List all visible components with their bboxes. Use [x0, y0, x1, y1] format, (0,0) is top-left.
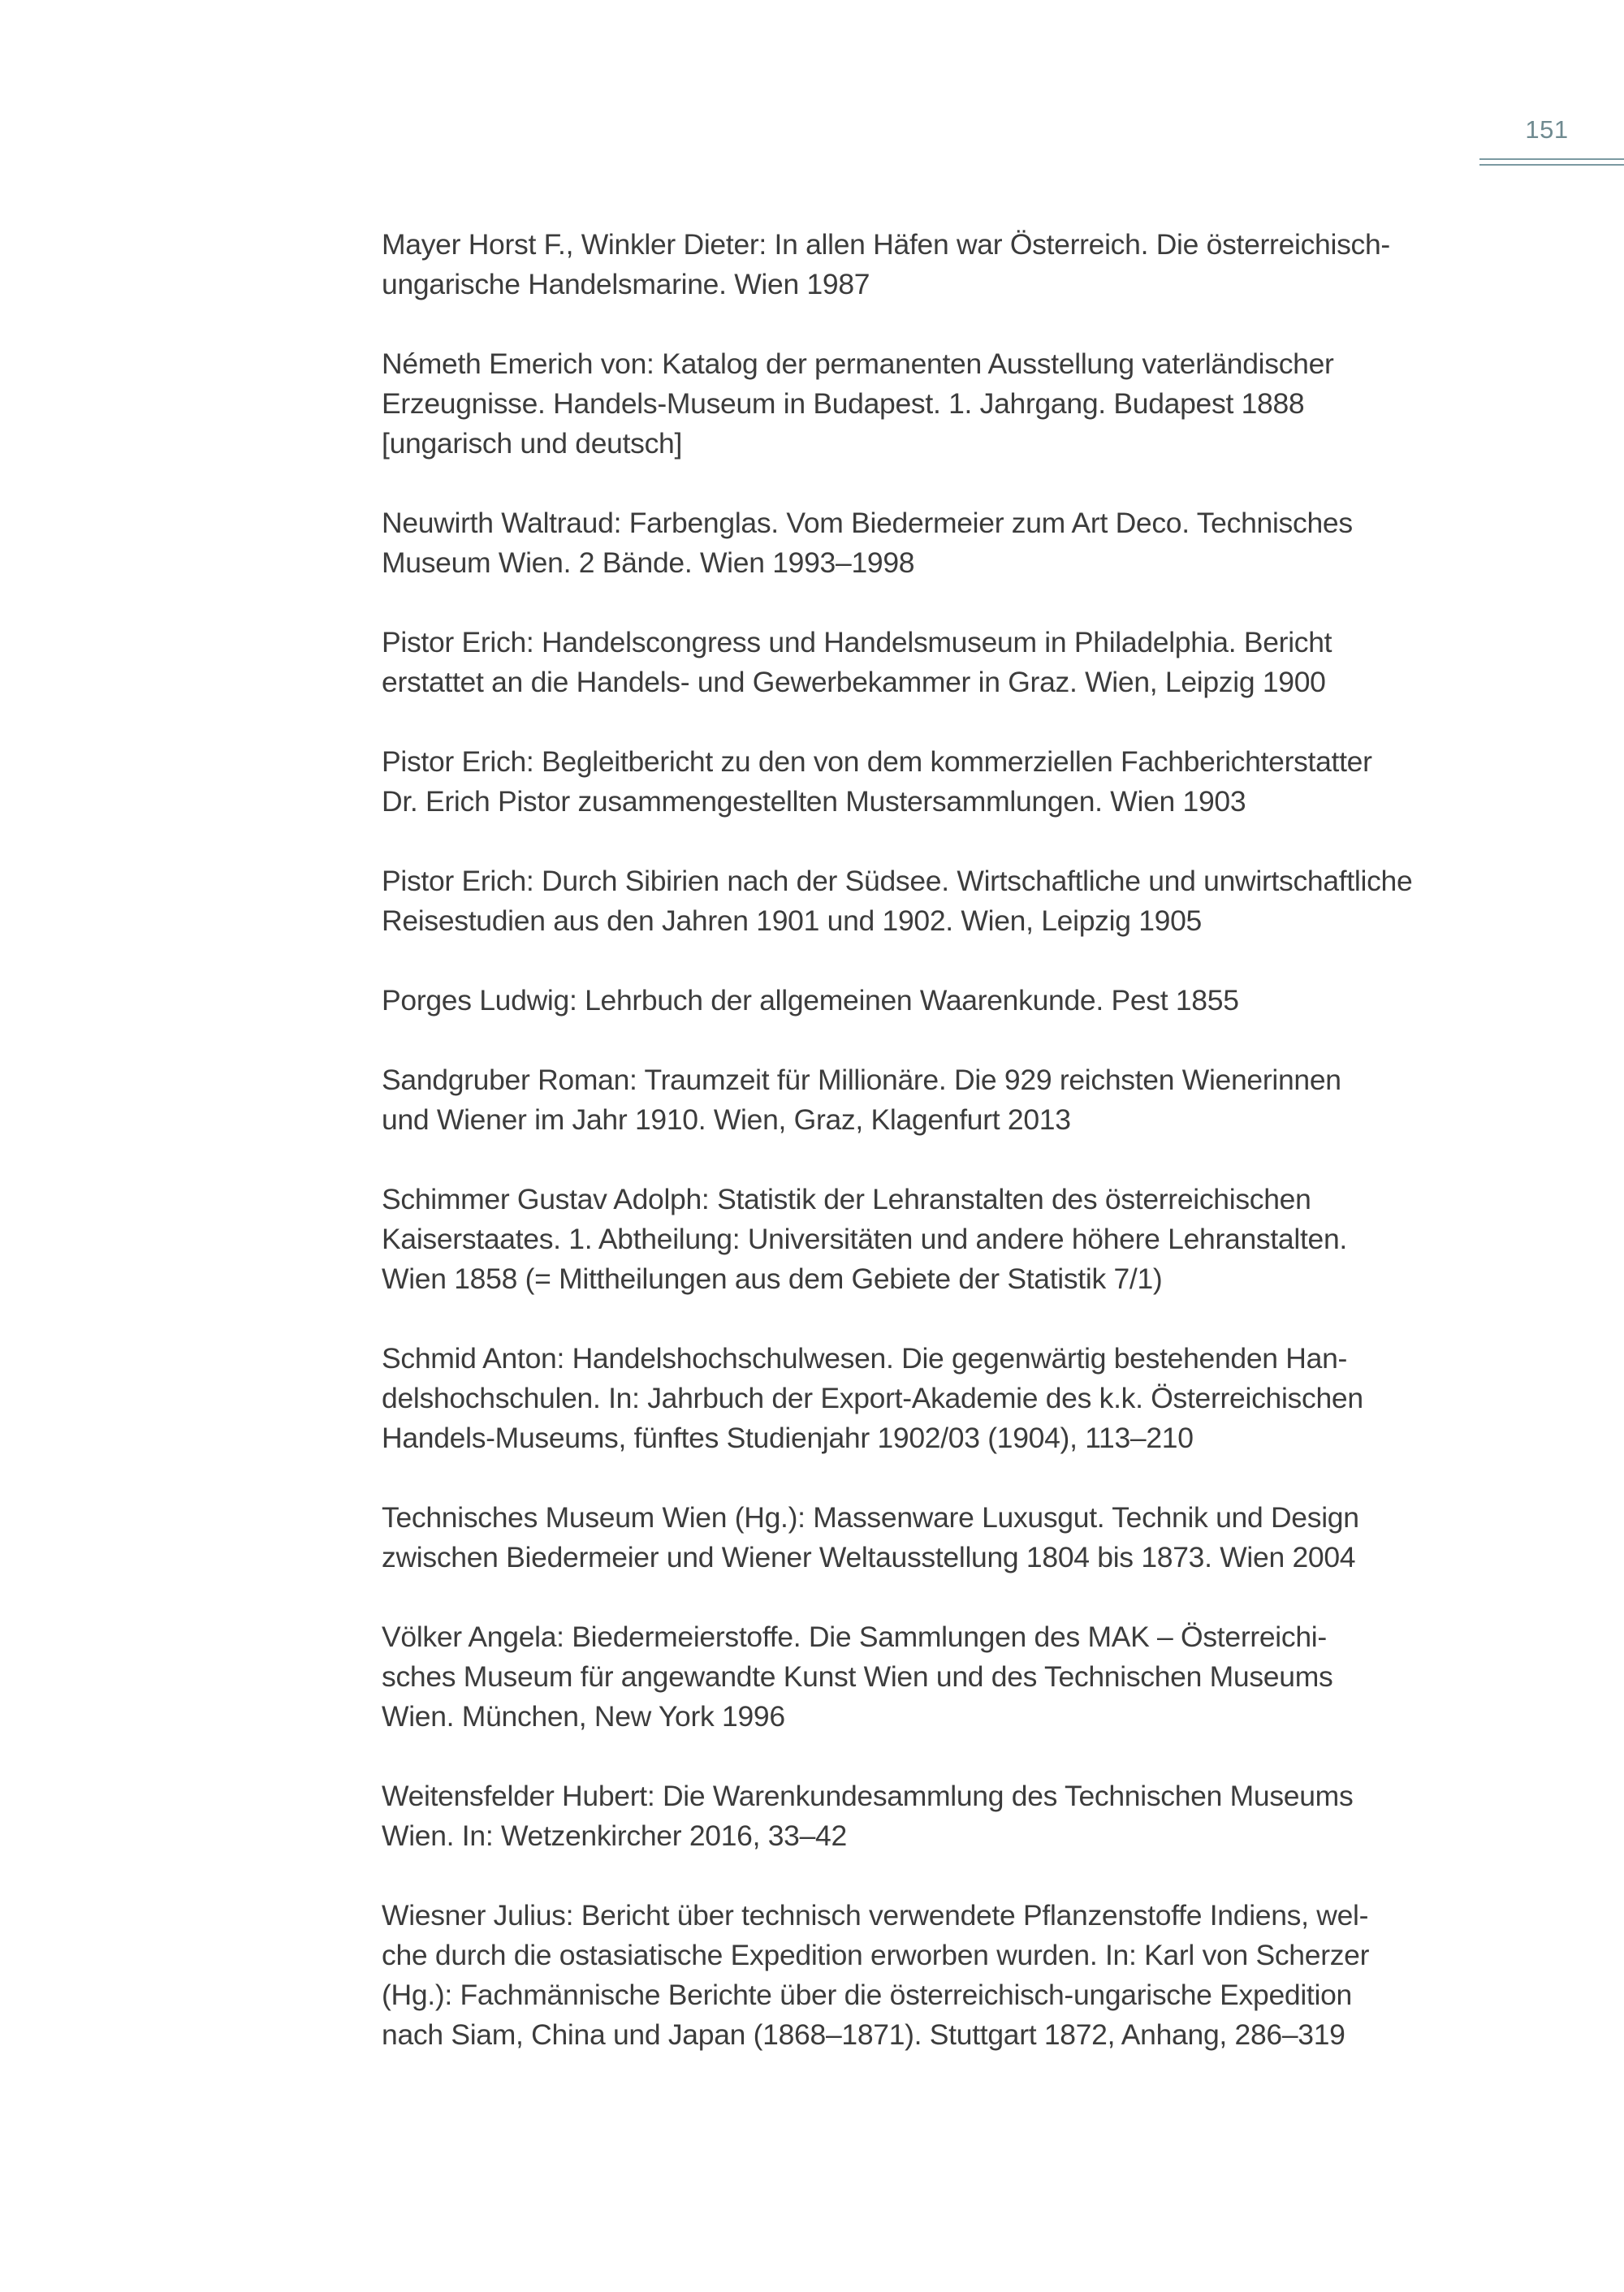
bibliography-entry [382, 1339, 1470, 1458]
entry-line: Museum Wien. 2 Bände. Wien 1993–1998 [382, 546, 915, 579]
entry-line: Kaiserstaates. 1. Abtheilung: Universitäten und andere höhere Lehranstalten. [382, 1223, 1347, 1255]
bibliography-entry [382, 861, 1470, 941]
bibliography-list [382, 225, 1470, 2095]
entry-line: Weitensfelder Hubert: Die Warenkundesammlung des Technischen Museums [382, 1780, 1354, 1812]
entry-line: Pistor Erich: Handelscongress und Handelsmuseum in Philadelphia. Bericht [382, 626, 1332, 658]
entry-line: Wien 1858 (= Mittheilungen aus dem Gebiete der Statistik 7/1) [382, 1263, 1163, 1295]
entry-line: ungarische Handelsmarine. Wien 1987 [382, 268, 870, 300]
entry-line: Wien. In: Wetzenkircher 2016, 33–42 [382, 1819, 847, 1852]
entry-line: Pistor Erich: Begleitbericht zu den von dem kommerziellen Fachberichterstatter [382, 745, 1372, 778]
entry-line: Wien. München, New York 1996 [382, 1700, 785, 1733]
entry-line: Schimmer Gustav Adolph: Statistik der Lehranstalten des österreichischen [382, 1183, 1311, 1215]
bibliography-entry [382, 1617, 1470, 1737]
entry-line: und Wiener im Jahr 1910. Wien, Graz, Klagenfurt 2013 [382, 1103, 1071, 1136]
entry-line: sches Museum für angewandte Kunst Wien und des Technischen Museums [382, 1660, 1333, 1693]
page-number: 151 [1525, 115, 1569, 144]
entry-line: Wiesner Julius: Bericht über technisch verwendete Pflanzenstoffe Indiens, wel- [382, 1899, 1369, 1932]
entry-line: Porges Ludwig: Lehrbuch der allgemeinen Waarenkunde. Pest 1855 [382, 984, 1239, 1017]
entry-line: erstattet an die Handels- und Gewerbekammer in Graz. Wien, Leipzig 1900 [382, 666, 1326, 698]
entry-line: [ungarisch und deutsch] [382, 427, 683, 460]
bibliography-entry [382, 981, 1470, 1021]
bibliography-entry [382, 742, 1470, 822]
bibliography-entry [382, 1060, 1470, 1140]
bibliography-entry [382, 1498, 1470, 1578]
entry-line: Mayer Horst F., Winkler Dieter: In allen Häfen war Österreich. Die österreichisch- [382, 228, 1390, 261]
entry-line: delshochschulen. In: Jahrbuch der Export-Akademie des k.k. Österreichischen [382, 1382, 1363, 1414]
bibliography-entry [382, 623, 1470, 702]
entry-line: zwischen Biedermeier und Wiener Weltausstellung 1804 bis 1873. Wien 2004 [382, 1541, 1356, 1573]
entry-line: (Hg.): Fachmännische Berichte über die österreichisch-ungarische Expedition [382, 1979, 1352, 2011]
header-rule-bottom [1479, 164, 1624, 166]
entry-line: Dr. Erich Pistor zusammengestellten Mustersammlungen. Wien 1903 [382, 785, 1246, 818]
entry-line: nach Siam, China und Japan (1868–1871). Stuttgart 1872, Anhang, 286–319 [382, 2018, 1345, 2051]
entry-line: Schmid Anton: Handelshochschulwesen. Die gegenwärtig bestehenden Han- [382, 1342, 1348, 1375]
entry-line: Sandgruber Roman: Traumzeit für Millionäre. Die 929 reichsten Wienerinnen [382, 1064, 1341, 1096]
entry-line: Erzeugnisse. Handels-Museum in Budapest. 1. Jahrgang. Budapest 1888 [382, 387, 1305, 420]
entry-line: Pistor Erich: Durch Sibirien nach der Südsee. Wirtschaftliche und unwirtschaftliche [382, 865, 1413, 897]
bibliography-entry [382, 1776, 1470, 1856]
bibliography-entry [382, 344, 1470, 464]
entry-line: Völker Angela: Biedermeierstoffe. Die Sammlungen des MAK – Österreichi- [382, 1621, 1327, 1653]
entry-line: Technisches Museum Wien (Hg.): Massenware Luxusgut. Technik und Design [382, 1501, 1359, 1534]
entry-line: Neuwirth Waltraud: Farbenglas. Vom Biedermeier zum Art Deco. Technisches [382, 507, 1353, 539]
header-rule-top [1479, 158, 1624, 160]
bibliography-entry [382, 1180, 1470, 1299]
entry-line: Reisestudien aus den Jahren 1901 und 1902. Wien, Leipzig 1905 [382, 904, 1202, 937]
entry-line: Németh Emerich von: Katalog der permanenten Ausstellung vaterländischer [382, 347, 1334, 380]
bibliography-entry [382, 503, 1470, 583]
bibliography-entry [382, 1896, 1470, 2055]
bibliography-entry [382, 225, 1470, 304]
entry-line: Handels-Museums, fünftes Studienjahr 1902/03 (1904), 113–210 [382, 1422, 1194, 1454]
entry-line: che durch die ostasiatische Expedition erworben wurden. In: Karl von Scherzer [382, 1939, 1370, 1971]
